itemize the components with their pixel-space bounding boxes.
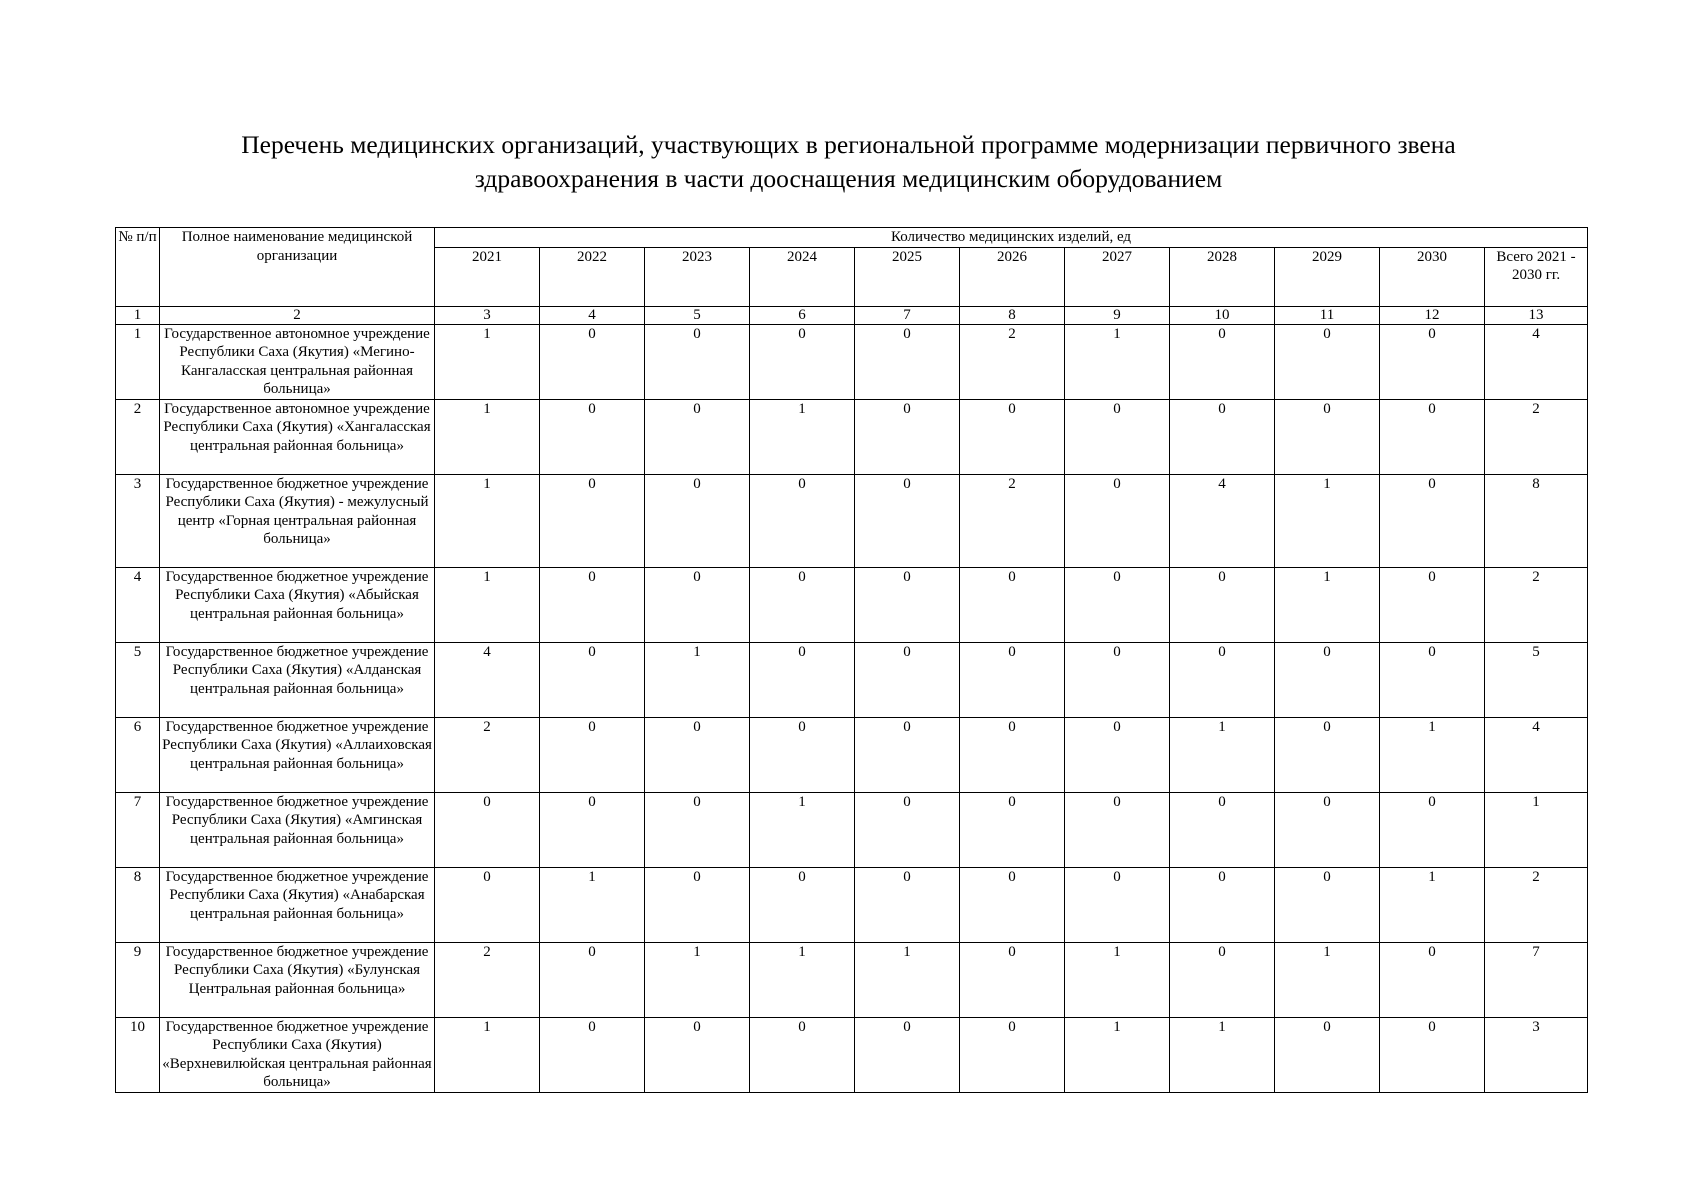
organization-name-cell: Государственное бюджетное учреждение Республики Саха (Якутия) «Аллаиховская центральная районная больница»: [160, 717, 435, 792]
value-cell: 1: [855, 942, 960, 1017]
value-cell: 0: [1170, 399, 1275, 474]
value-cell: 1: [1065, 942, 1170, 1017]
value-cell: 0: [960, 567, 1065, 642]
value-cell: 0: [750, 1017, 855, 1092]
header-row-1: [116, 228, 1588, 248]
row-number-cell: 10: [116, 1017, 160, 1092]
column-number-cell: 4: [540, 306, 645, 324]
column-number-cell: 7: [855, 306, 960, 324]
table-row: [116, 717, 1588, 792]
column-number-cell: 9: [1065, 306, 1170, 324]
value-cell: 0: [1065, 717, 1170, 792]
value-cell: 0: [960, 942, 1065, 1017]
value-cell: 1: [750, 792, 855, 867]
value-cell: 0: [1380, 1017, 1485, 1092]
value-cell: 5: [1485, 642, 1588, 717]
value-cell: 1: [435, 474, 540, 567]
value-cell: 0: [1170, 567, 1275, 642]
column-number-cell: 12: [1380, 306, 1485, 324]
value-cell: 0: [750, 567, 855, 642]
header-year: 2022: [540, 247, 645, 306]
column-number-cell: 3: [435, 306, 540, 324]
value-cell: 3: [1485, 1017, 1588, 1092]
value-cell: 7: [1485, 942, 1588, 1017]
value-cell: 1: [540, 867, 645, 942]
header-org: Полное наименование медицинской организации: [160, 228, 435, 307]
value-cell: 4: [435, 642, 540, 717]
value-cell: 0: [435, 792, 540, 867]
value-cell: 1: [1275, 567, 1380, 642]
value-cell: 0: [855, 1017, 960, 1092]
value-cell: 2: [1485, 567, 1588, 642]
column-number-cell: 6: [750, 306, 855, 324]
header-year: Всего 2021 - 2030 гг.: [1485, 247, 1588, 306]
organization-name-cell: Государственное автономное учреждение Республики Саха (Якутия) «Хангаласская центральная районная больница»: [160, 399, 435, 474]
value-cell: 1: [435, 1017, 540, 1092]
value-cell: 0: [1065, 792, 1170, 867]
value-cell: 0: [540, 1017, 645, 1092]
value-cell: 0: [645, 399, 750, 474]
value-cell: 1: [1170, 717, 1275, 792]
value-cell: 1: [645, 942, 750, 1017]
column-number-cell: 5: [645, 306, 750, 324]
value-cell: 0: [1380, 474, 1485, 567]
table-row: [116, 867, 1588, 942]
page-title-line-1: Перечень медицинских организаций, участвующих в региональной программе модернизации первичного звена: [241, 130, 1456, 159]
value-cell: 1: [1275, 942, 1380, 1017]
row-number-cell: 1: [116, 324, 160, 399]
value-cell: 0: [645, 474, 750, 567]
value-cell: 2: [1485, 867, 1588, 942]
value-cell: 0: [1170, 867, 1275, 942]
value-cell: 0: [855, 792, 960, 867]
value-cell: 0: [540, 717, 645, 792]
value-cell: 0: [1170, 792, 1275, 867]
header-year: 2023: [645, 247, 750, 306]
header-num: № п/п: [116, 228, 160, 307]
value-cell: 2: [960, 324, 1065, 399]
value-cell: 0: [645, 1017, 750, 1092]
value-cell: 1: [750, 399, 855, 474]
value-cell: 0: [1065, 399, 1170, 474]
value-cell: 0: [750, 867, 855, 942]
value-cell: 0: [540, 942, 645, 1017]
row-number-cell: 2: [116, 399, 160, 474]
value-cell: 0: [645, 867, 750, 942]
value-cell: 0: [1275, 399, 1380, 474]
value-cell: 0: [960, 399, 1065, 474]
value-cell: 0: [1275, 717, 1380, 792]
value-cell: 0: [1380, 642, 1485, 717]
value-cell: 0: [1065, 867, 1170, 942]
table-row: [116, 1017, 1588, 1092]
value-cell: 2: [1485, 399, 1588, 474]
row-number-cell: 8: [116, 867, 160, 942]
header-year: 2021: [435, 247, 540, 306]
value-cell: 0: [855, 474, 960, 567]
value-cell: 0: [1170, 642, 1275, 717]
equipment-table: [115, 227, 1588, 1093]
header-year: 2027: [1065, 247, 1170, 306]
value-cell: 1: [1275, 474, 1380, 567]
value-cell: 0: [1065, 642, 1170, 717]
value-cell: 0: [1275, 642, 1380, 717]
header-year: 2028: [1170, 247, 1275, 306]
organization-name-cell: Государственное бюджетное учреждение Республики Саха (Якутия) «Амгинская центральная районная больница»: [160, 792, 435, 867]
value-cell: 0: [855, 717, 960, 792]
value-cell: 0: [435, 867, 540, 942]
row-number-cell: 4: [116, 567, 160, 642]
value-cell: 0: [855, 399, 960, 474]
column-number-cell: 11: [1275, 306, 1380, 324]
value-cell: 1: [1380, 717, 1485, 792]
value-cell: 0: [540, 792, 645, 867]
header-year: 2024: [750, 247, 855, 306]
value-cell: 0: [1380, 942, 1485, 1017]
value-cell: 0: [1380, 399, 1485, 474]
value-cell: 0: [540, 567, 645, 642]
column-number-cell: 2: [160, 306, 435, 324]
value-cell: 1: [435, 399, 540, 474]
header-year: 2029: [1275, 247, 1380, 306]
row-number-cell: 7: [116, 792, 160, 867]
organization-name-cell: Государственное автономное учреждение Республики Саха (Якутия) «Мегино-Кангаласская центральная районная больница»: [160, 324, 435, 399]
value-cell: 0: [540, 642, 645, 717]
value-cell: 1: [1380, 867, 1485, 942]
table-row: [116, 567, 1588, 642]
organization-name-cell: Государственное бюджетное учреждение Республики Саха (Якутия) «Булунская Центральная районная больница»: [160, 942, 435, 1017]
value-cell: 0: [750, 474, 855, 567]
header-year: 2025: [855, 247, 960, 306]
organization-name-cell: Государственное бюджетное учреждение Республики Саха (Якутия) - межулусный центр «Горная центральная районная больница»: [160, 474, 435, 567]
value-cell: 0: [750, 717, 855, 792]
value-cell: 0: [855, 642, 960, 717]
value-cell: 0: [960, 717, 1065, 792]
value-cell: 0: [960, 1017, 1065, 1092]
value-cell: 0: [855, 324, 960, 399]
value-cell: 0: [1170, 942, 1275, 1017]
table-row: [116, 642, 1588, 717]
value-cell: 0: [1065, 474, 1170, 567]
column-number-cell: 1: [116, 306, 160, 324]
organization-name-cell: Государственное бюджетное учреждение Республики Саха (Якутия) «Верхневилюйская центральная районная больница»: [160, 1017, 435, 1092]
value-cell: 1: [750, 942, 855, 1017]
table-row: [116, 792, 1588, 867]
value-cell: 0: [540, 324, 645, 399]
value-cell: 0: [855, 567, 960, 642]
value-cell: 0: [1275, 867, 1380, 942]
organization-name-cell: Государственное бюджетное учреждение Республики Саха (Якутия) «Алданская центральная районная больница»: [160, 642, 435, 717]
header-year: 2030: [1380, 247, 1485, 306]
value-cell: 4: [1485, 324, 1588, 399]
value-cell: 1: [645, 642, 750, 717]
table-row: [116, 474, 1588, 567]
value-cell: 0: [1275, 324, 1380, 399]
value-cell: 0: [1380, 324, 1485, 399]
value-cell: 0: [750, 642, 855, 717]
header-group: Количество медицинских изделий, ед: [435, 228, 1588, 248]
value-cell: 0: [540, 474, 645, 567]
value-cell: 1: [1485, 792, 1588, 867]
column-number-cell: 8: [960, 306, 1065, 324]
row-number-cell: 3: [116, 474, 160, 567]
value-cell: 2: [435, 942, 540, 1017]
column-number-cell: 13: [1485, 306, 1588, 324]
value-cell: 8: [1485, 474, 1588, 567]
row-number-cell: 9: [116, 942, 160, 1017]
value-cell: 1: [435, 324, 540, 399]
table-row: [116, 324, 1588, 399]
value-cell: 0: [645, 792, 750, 867]
value-cell: 0: [1065, 567, 1170, 642]
value-cell: 0: [960, 642, 1065, 717]
value-cell: 0: [540, 399, 645, 474]
row-number-cell: 6: [116, 717, 160, 792]
value-cell: 1: [1065, 1017, 1170, 1092]
value-cell: 0: [1380, 792, 1485, 867]
value-cell: 0: [960, 867, 1065, 942]
page-title: [0, 128, 1697, 196]
value-cell: 2: [435, 717, 540, 792]
value-cell: 2: [960, 474, 1065, 567]
value-cell: 0: [855, 867, 960, 942]
value-cell: 4: [1485, 717, 1588, 792]
organization-name-cell: Государственное бюджетное учреждение Республики Саха (Якутия) «Абыйская центральная районная больница»: [160, 567, 435, 642]
value-cell: 0: [750, 324, 855, 399]
value-cell: 0: [1275, 792, 1380, 867]
value-cell: 0: [1170, 324, 1275, 399]
column-number-cell: 10: [1170, 306, 1275, 324]
organization-name-cell: Государственное бюджетное учреждение Республики Саха (Якутия) «Анабарская центральная районная больница»: [160, 867, 435, 942]
value-cell: 1: [435, 567, 540, 642]
value-cell: 0: [645, 324, 750, 399]
table-row: [116, 942, 1588, 1017]
value-cell: 0: [1380, 567, 1485, 642]
value-cell: 0: [1275, 1017, 1380, 1092]
value-cell: 0: [645, 567, 750, 642]
table-row: [116, 399, 1588, 474]
header-year: 2026: [960, 247, 1065, 306]
value-cell: 1: [1065, 324, 1170, 399]
value-cell: 0: [960, 792, 1065, 867]
row-number-cell: 5: [116, 642, 160, 717]
value-cell: 0: [645, 717, 750, 792]
page-title-line-2: здравоохранения в части дооснащения медицинским оборудованием: [474, 164, 1223, 193]
value-cell: 4: [1170, 474, 1275, 567]
value-cell: 1: [1170, 1017, 1275, 1092]
column-numbers-row: [116, 306, 1588, 324]
